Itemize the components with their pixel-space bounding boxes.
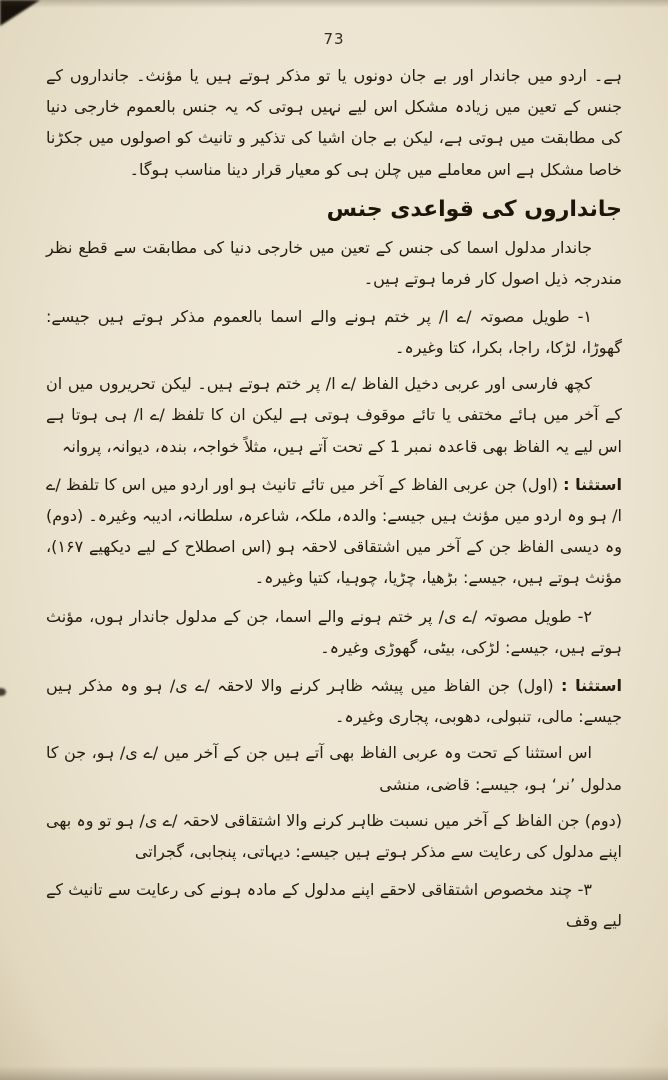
rule-1-long-vowel-alif: ۱- طویل مصوتہ /ے ا/ پر ختم ہونے والے اسما بالعموم مذکر ہوتے ہیں جیسے: گھوڑا، لڑکا، راجا، بکرا، کتا وغیرہ۔ — [46, 306, 622, 358]
scan-bottom-edge-shading — [0, 1066, 668, 1080]
scan-left-edge-mark — [0, 688, 6, 696]
exception-1-first-case: (اول) جن عربی الفاظ کے آخر میں تائے تانیث ہو اور اردو میں اس کا تلفظ /ے ا/ ہو وہ اردو میں مؤنث ہیں جیسے: والدہ، ملکہ، شاعرہ، سلطانہ، ادیبہ وغیرہ۔ — [46, 474, 623, 526]
paragraph-exception-2-second-case: (دوم) جن الفاظ کے آخر میں نسبت ظاہر کرنے والا اشتقاقی لاحقہ /ے ی/ ہو تو وہ بھی اپنے مدلول کی رعایت سے مذکر ہوتے ہیں جیسے: دیہاتی، پنجابی، گجراتی — [46, 810, 622, 861]
scan-top-edge-shading — [0, 0, 668, 8]
page-number: 73 — [323, 30, 345, 48]
paragraph-rules-intro: جاندار مدلول اسما کی جنس کے تعین میں خارجی دنیا کی مطابقت سے قطع نظر مندرجہ ذیل اصول کار فرما ہوتے ہیں۔ — [46, 237, 622, 288]
rule-2-long-vowel-ye: ۲- طویل مصوتہ /ے ی/ پر ختم ہونے والے اسما، جن کے مدلول جاندار ہوں، مؤنث ہوتے ہیں، جیسے: لڑکی، بیٹی، گھوڑی وغیرہ۔ — [46, 606, 622, 657]
rule-3-feminine-suffixes: ۳- چند مخصوص اشتقاقی لاحقے اپنے مدلول کے مادہ ہونے کی رعایت سے تانیث کے لیے وقف — [46, 880, 622, 931]
exception-1-block — [46, 469, 622, 594]
exception-2-block — [46, 670, 622, 732]
exception-2-first-case: (اول) جن الفاظ میں پیشہ ظاہر کرنے والا لاحقہ /ے ی/ ہو وہ مذکر ہیں جیسے: مالی، تنبولی، دھوبی، پجاری وغیرہ۔ — [46, 675, 622, 727]
paragraph-persian-arabic-loanwords: کچھ فارسی اور عربی دخیل الفاظ /ے ا/ پر ختم ہوتے ہیں۔ لیکن تحریروں میں ان کے آخر میں ہائے مختفی یا تائے موقوف ہوتی ہے لیکن ان کا تلفظ /ے ا/ ہی ہوتا ہے اس لیے یہ الفاظ بھی قاعدہ نمبر 1 کے تحت آتے ہیں، مثلاً خواجہ، بندہ، دیوانہ، پروانہ — [46, 374, 622, 456]
paragraph-intro-genders: ہے۔ اردو میں جاندار اور بے جان دونوں یا تو مذکر ہوتے ہیں یا مؤنث۔ جانداروں کے جنس کے تعین میں زیادہ مشکل اس لیے نہیں ہوتی کہ یہ جنس بالعموم خارجی دنیا کی مطابقت میں ہوتی ہے، لیکن بے جان اشیا کی تذکیر و تانیث کو اصولوں میں جکڑنا خاصا مشکل ہے اس معاملے میں چلن ہی کو معیار قرار دینا مناسب ہوگا۔ — [46, 66, 622, 179]
exception-1-label: استثنا : — [563, 474, 622, 494]
exception-1-second-case: (دوم) وہ دیسی الفاظ جن کے آخر میں اشتقاقی لاحقہ ہو (اس اصطلاح کے لیے دیکھیے ۱۶۷)، مؤنث ہوتے ہیں، جیسے: بڑھیا، چڑیا، چوہیا، کتیا وغیرہ۔ — [46, 506, 622, 588]
section-heading-grammatical-gender: جانداروں کی قواعدی جنس — [326, 196, 622, 222]
paragraph-exception-2-note: اس استثنا کے تحت وہ عربی الفاظ بھی آتے ہیں جن کے آخر میں /ے ی/ ہو، جن کا مدلول ’نر‘ ہو، جیسے: قاضی، منشی — [46, 743, 622, 794]
page-text-block — [46, 60, 622, 941]
exception-2-label: استثنا : — [560, 675, 622, 695]
